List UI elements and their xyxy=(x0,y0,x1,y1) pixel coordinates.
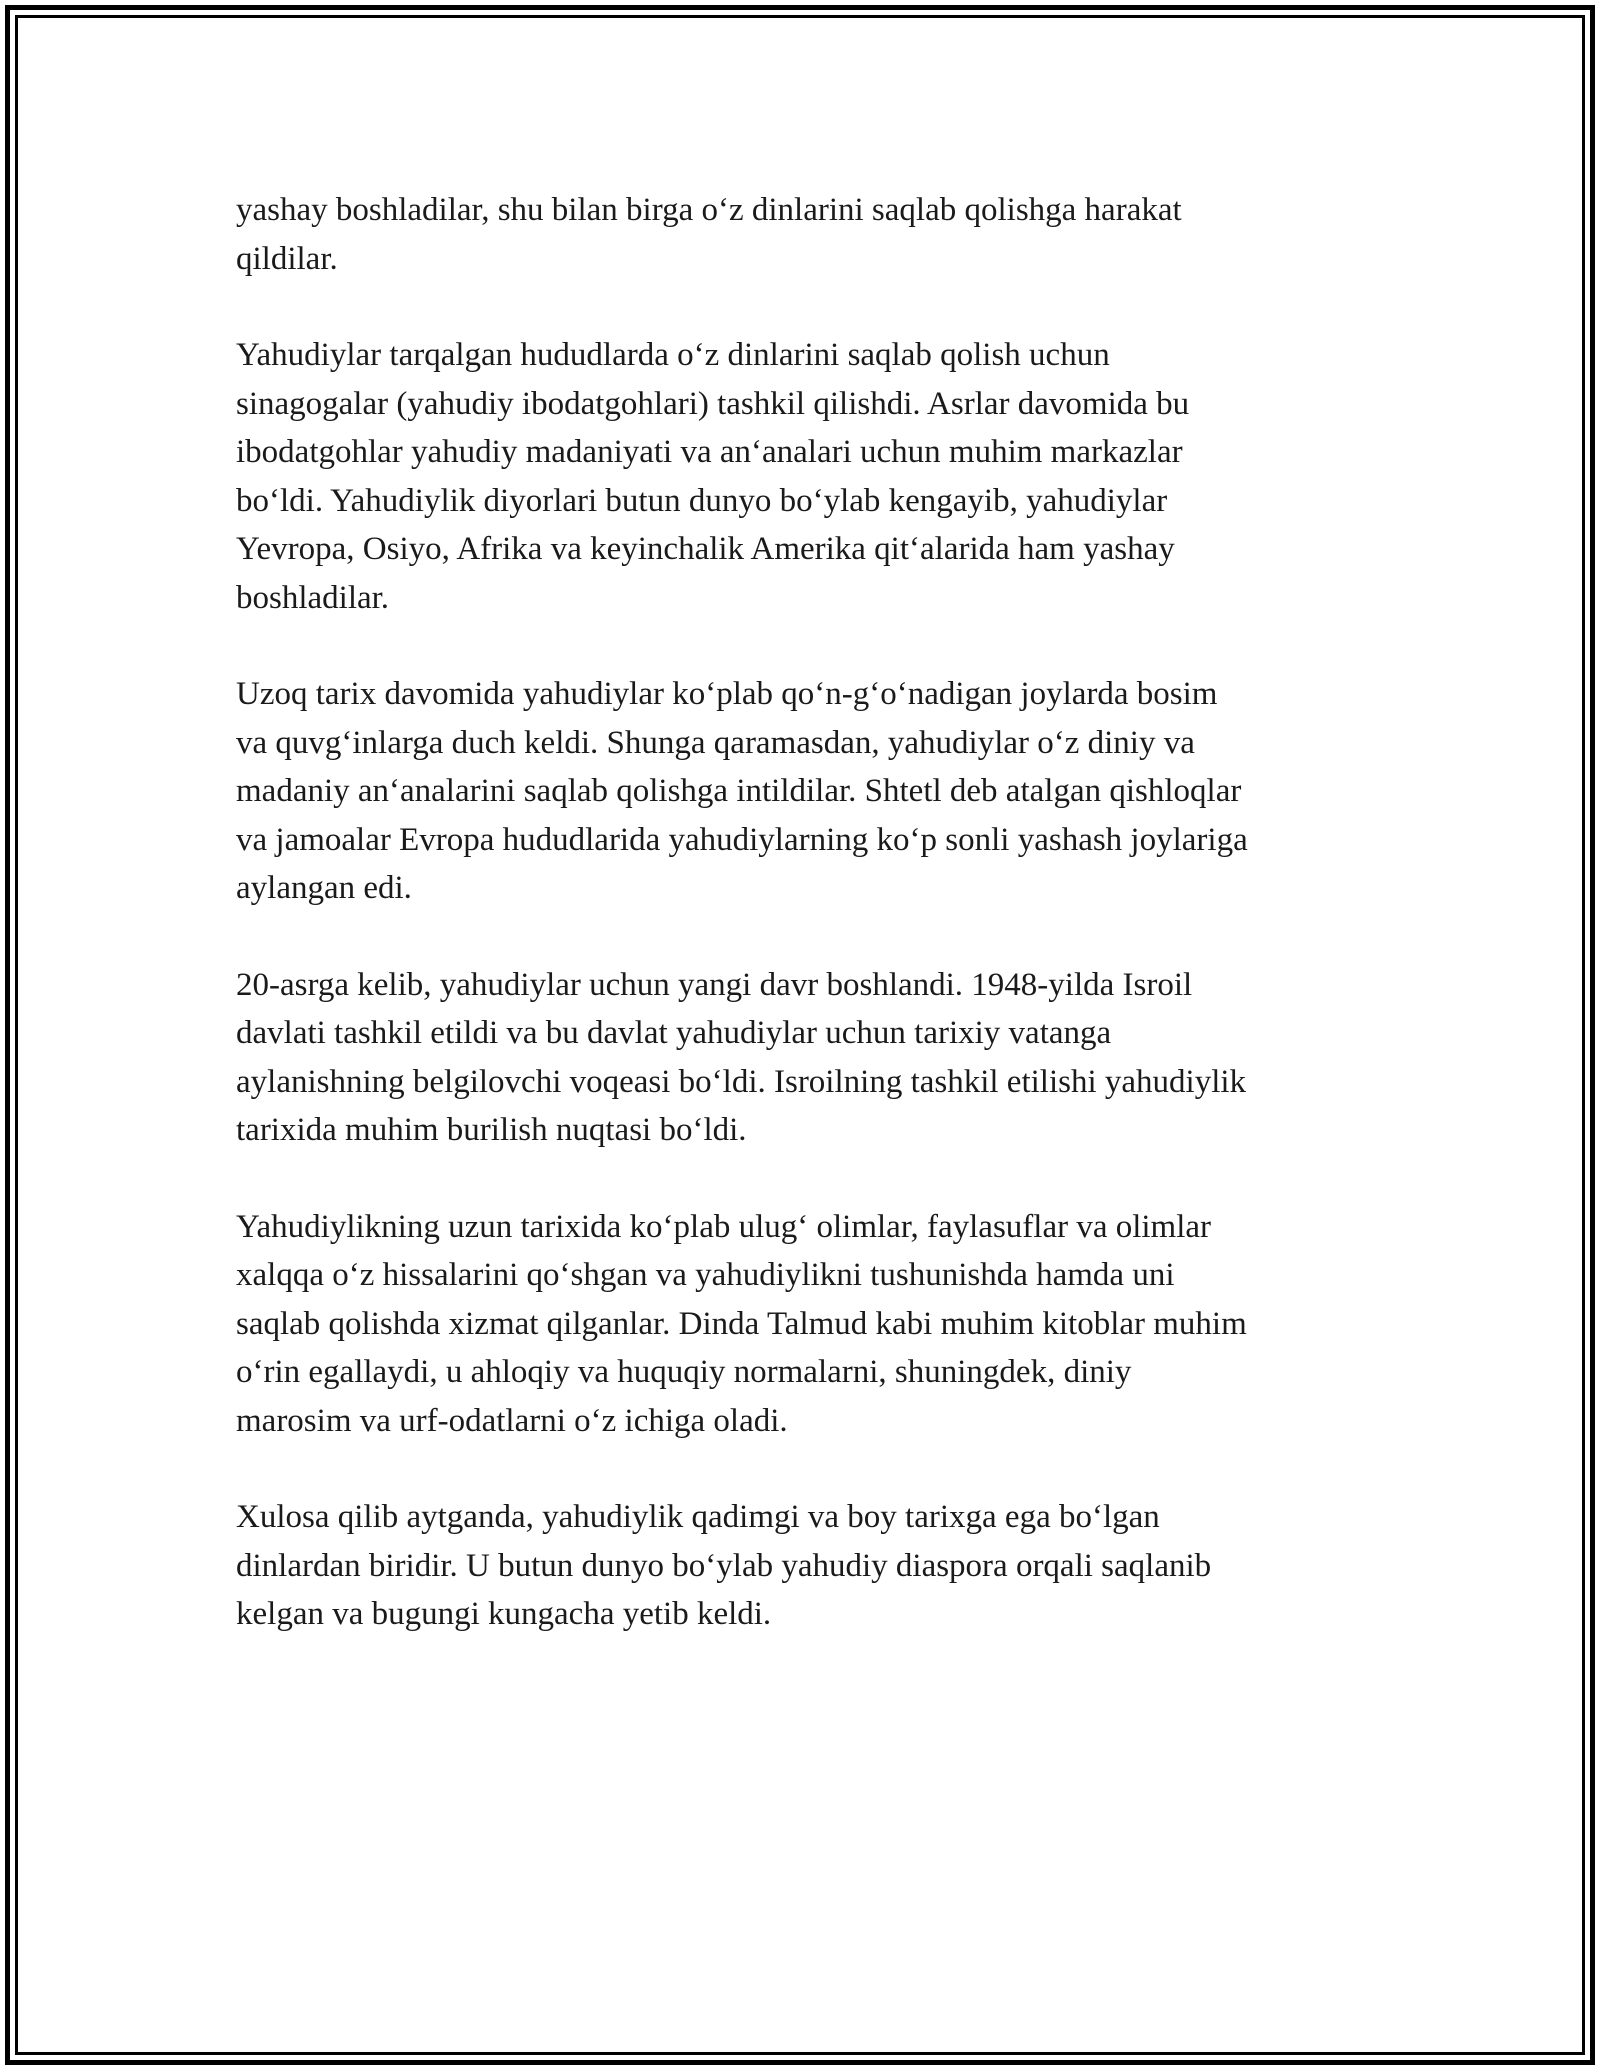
paragraph-line: saqlab qolishda xizmat qilganlar. Dinda Talmud kabi muhim kitoblar muhim xyxy=(236,1305,1247,1342)
paragraph-line: marosim va urf-odatlarni o‘z ichiga oladi. xyxy=(236,1402,788,1439)
paragraph-line: Yahudiylar tarqalgan hududlarda o‘z dinlarini saqlab qolish uchun xyxy=(236,337,1110,373)
paragraph-line: yashay boshladilar, shu bilan birga o‘z dinlarini saqlab qolishga harakat xyxy=(236,192,1182,228)
paragraph-line: aylanishning belgilovchi voqeasi bo‘ldi. Isroilning tashkil etilishi yahudiylik xyxy=(236,1063,1247,1100)
paragraph-line: tarixida muhim burilish nuqtasi bo‘ldi. xyxy=(236,1112,747,1148)
paragraph-line: ibodatgohlar yahudiy madaniyati va an‘analari uchun muhim markazlar xyxy=(236,434,1183,470)
paragraph-line: aylangan edi. xyxy=(236,870,412,906)
paragraph-line: boshladilar. xyxy=(236,579,390,616)
paragraph-line: kelgan va bugungi kungacha yetib keldi. xyxy=(236,1596,772,1632)
paragraph-line: Yevropa, Osiyo, Afrika va keyinchalik Amerika qit‘alarida ham yashay xyxy=(236,531,1175,567)
paragraph-3 xyxy=(236,670,1376,913)
paragraph-line: Xulosa qilib aytganda, yahudiylik qadimgi va boy tarixga ega bo‘lgan xyxy=(236,1499,1160,1535)
paragraph-line: sinagogalar (yahudiy ibodatgohlari) tashkil qilishdi. Asrlar davomida bu xyxy=(236,385,1190,422)
paragraph-line: va jamoalar Evropa hududlarida yahudiylarning ko‘p sonli yashash joylariga xyxy=(236,821,1248,858)
paragraph-line: qildilar. xyxy=(236,240,338,277)
paragraph-6 xyxy=(236,1493,1376,1639)
document-body xyxy=(236,186,1376,1687)
paragraph-2 xyxy=(236,331,1376,622)
paragraph-line: dinlardan biridir. U butun dunyo bo‘ylab yahudiy diaspora orqali saqlanib xyxy=(236,1547,1212,1584)
paragraph-line: 20-asrga kelib, yahudiylar uchun yangi davr boshlandi. 1948-yilda Isroil xyxy=(236,966,1193,1003)
paragraph-5 xyxy=(236,1203,1376,1446)
paragraph-4 xyxy=(236,961,1376,1155)
paragraph-line: xalqqa o‘z hissalarini qo‘shgan va yahudiylikni tushunishda hamda uni xyxy=(236,1257,1175,1293)
paragraph-1 xyxy=(236,186,1376,283)
paragraph-line: Yahudiylikning uzun tarixida ko‘plab ulug‘ olimlar, faylasuflar va olimlar xyxy=(236,1208,1212,1245)
paragraph-line: madaniy an‘analarini saqlab qolishga intildilar. Shtetl deb atalgan qishloqlar xyxy=(236,773,1242,809)
paragraph-line: va quvg‘inlarga duch keldi. Shunga qaramasdan, yahudiylar o‘z diniy va xyxy=(236,724,1195,761)
paragraph-line: davlati tashkil etildi va bu davlat yahudiylar uchun tarixiy vatanga xyxy=(236,1015,1112,1051)
paragraph-line: o‘rin egallaydi, u ahloqiy va huquqiy normalarni, shuningdek, diniy xyxy=(236,1354,1132,1390)
paragraph-line: bo‘ldi. Yahudiylik diyorlari butun dunyo bo‘ylab kengayib, yahudiylar xyxy=(236,482,1168,519)
paragraph-line: Uzoq tarix davomida yahudiylar ko‘plab qo‘n-g‘o‘nadigan joylarda bosim xyxy=(236,676,1218,712)
